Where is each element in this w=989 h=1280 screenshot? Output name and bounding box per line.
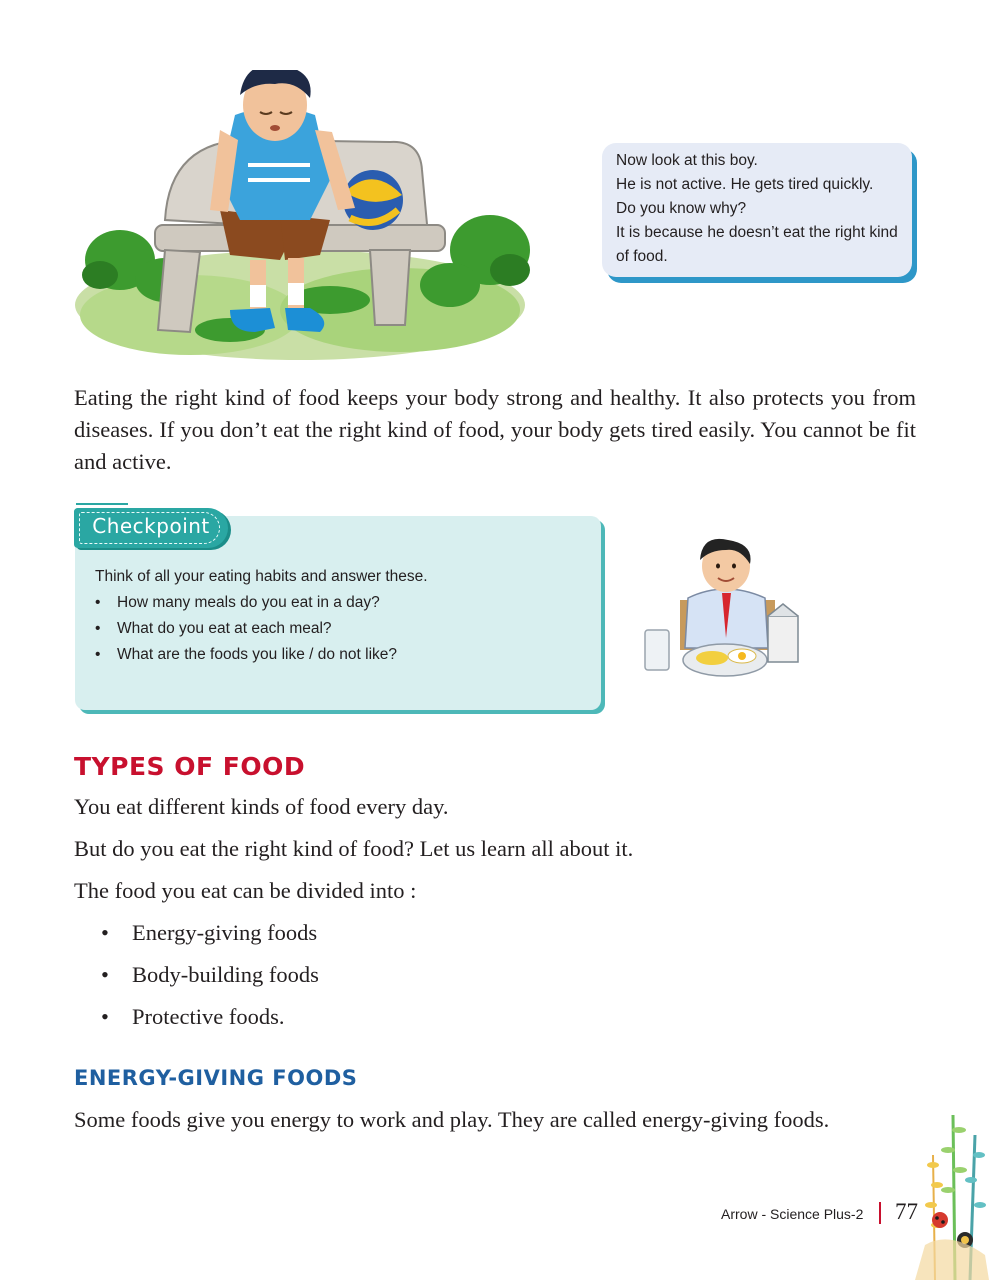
bubble-line-4: It is because he doesn’t eat the right kind of food. [616, 224, 898, 265]
boy-eating-meal-illustration [640, 538, 810, 688]
types-of-food-heading: TYPES OF FOOD [74, 752, 306, 781]
footer-separator [879, 1202, 881, 1224]
bullet-dot: • [101, 920, 109, 945]
energy-paragraph: Some foods give you energy to work and play. They are called energy-giving foods. [74, 1107, 830, 1132]
checkpoint-content [95, 564, 595, 668]
speech-bubble [602, 143, 912, 277]
checkpoint-item: • What do you eat at each meal? [95, 616, 595, 642]
checkpoint-label: Checkpoint [92, 514, 210, 538]
bullet-dot: • [101, 962, 109, 987]
checkpoint-item: • How many meals do you eat in a day? [95, 590, 595, 616]
types-line-1: You eat different kinds of food every day. [74, 794, 449, 819]
intro-paragraph: Eating the right kind of food keeps your body strong and healthy. It also protects you from diseases. If you don’t eat the right kind of food, your body gets tired easily. You cannot be fit and active. [74, 385, 916, 474]
bullet-dot: • [101, 1004, 109, 1029]
footer-book-title: Arrow - Science Plus-2 [721, 1206, 864, 1222]
food-type-label: Energy-giving foods [132, 920, 318, 945]
flower-decoration-icon [915, 1095, 989, 1280]
checkpoint-tab [74, 508, 228, 548]
tired-boy-on-bench-illustration [70, 70, 540, 370]
types-line-2: But do you eat the right kind of food? Let us learn all about it. [74, 836, 634, 861]
checkpoint-divider [76, 503, 128, 505]
bubble-line-1: Now look at this boy. [616, 152, 758, 169]
food-type-label: Protective foods. [132, 1004, 285, 1029]
bubble-line-2: He is not active. He gets tired quickly. [616, 176, 874, 193]
checkpoint-intro: Think of all your eating habits and answer these. [95, 568, 428, 585]
types-line-3: The food you eat can be divided into : [74, 878, 417, 903]
checkpoint-list [95, 590, 595, 668]
energy-giving-foods-heading: ENERGY-GIVING FOODS [74, 1066, 358, 1090]
checkpoint-item: • What are the foods you like / do not like? [95, 642, 595, 668]
food-type-label: Body-building foods [132, 962, 319, 987]
bubble-line-3: Do you know why? [616, 200, 747, 217]
page-number: 77 [895, 1199, 918, 1224]
